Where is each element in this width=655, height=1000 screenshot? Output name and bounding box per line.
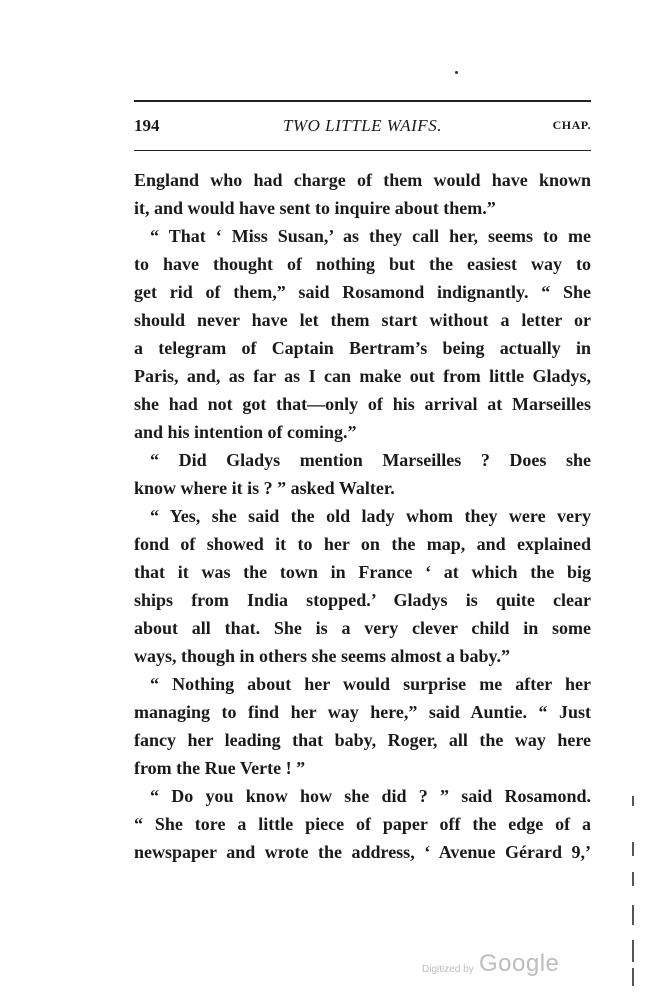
text-line: from the Rue Verte ! ”	[134, 758, 306, 778]
chapter-label: CHAP.	[552, 118, 591, 132]
text-line: fond of showed it to her on the map, and explained	[134, 534, 591, 554]
text-line: ways, though in others she seems almost a baby.”	[134, 646, 511, 666]
text-line: Paris, and, as far as I can make out from little Gladys,	[134, 366, 591, 386]
text-line: to have thought of nothing but the easiest way to	[134, 254, 591, 274]
text-line: about all that. She is a very clever child in some	[134, 618, 591, 638]
body-text	[134, 166, 591, 866]
text-line: “ Nothing about her would surprise me after her	[150, 674, 591, 694]
running-header	[134, 116, 591, 140]
text-line: it, and would have sent to inquire about them.”	[134, 198, 496, 218]
text-line: newspaper and wrote the address, ‘ Avenue Gérard 9,’	[134, 842, 591, 862]
margin-mark	[632, 905, 634, 925]
header-top-rule	[134, 100, 591, 102]
running-title: TWO LITTLE WAIFS.	[283, 116, 442, 135]
text-line: fancy her leading that baby, Roger, all the way here	[134, 730, 591, 750]
text-line: “ Did Gladys mention Marseilles ? Does she	[150, 450, 591, 470]
margin-mark	[632, 872, 634, 886]
text-line: “ Do you know how she did ? ” said Rosamond.	[150, 786, 591, 806]
header-bottom-rule	[134, 150, 591, 151]
text-line: “ Yes, she said the old lady whom they were very	[150, 506, 591, 526]
watermark-brand: Google	[479, 950, 560, 977]
margin-mark	[632, 842, 634, 856]
text-line: “ She tore a little piece of paper off the edge of a	[134, 814, 591, 834]
text-line: get rid of them,” said Rosamond indignantly. “ She	[134, 282, 591, 302]
text-line: England who had charge of them would have known	[134, 170, 591, 190]
text-line: ships from India stopped.’ Gladys is quite clear	[134, 590, 591, 610]
text-line: should never have let them start without a letter or	[134, 310, 591, 330]
page-number: 194	[134, 116, 160, 135]
margin-mark	[632, 940, 634, 962]
watermark-digitized-label: Digitized by	[422, 964, 474, 975]
text-line: a telegram of Captain Bertram’s being actually in	[134, 338, 591, 358]
text-line: managing to find her way here,” said Auntie. “ Just	[134, 702, 591, 722]
text-line: that it was the town in France ‘ at which the big	[134, 562, 591, 582]
digitized-watermark	[422, 948, 582, 982]
ink-speck	[455, 71, 458, 74]
text-line: know where it is ? ” asked Walter.	[134, 478, 395, 498]
text-line: and his intention of coming.”	[134, 422, 357, 442]
text-line: she had not got that—only of his arrival at Marseilles	[134, 394, 591, 414]
margin-mark	[632, 968, 634, 986]
text-line: “ That ‘ Miss Susan,’ as they call her, seems to me	[150, 226, 591, 246]
margin-mark	[632, 796, 634, 806]
